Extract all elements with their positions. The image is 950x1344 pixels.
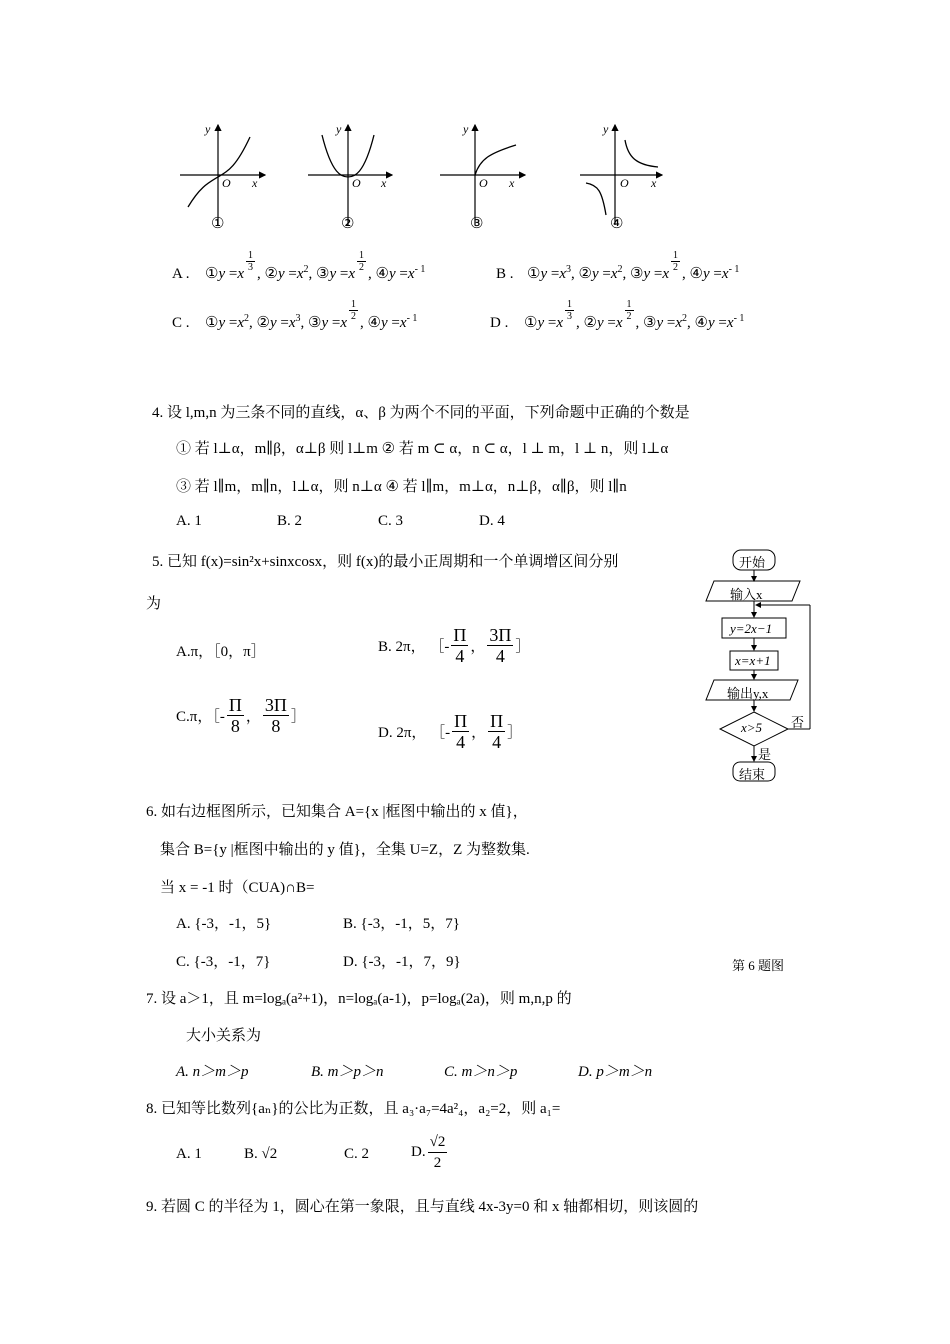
flow-yes: 是 (758, 747, 772, 762)
graph-label-2: ② (341, 216, 355, 232)
flow-end: 结束 (739, 767, 766, 782)
q6-line1: 6. 如右边框图所示，已知集合 A={x |框图中输出的 x 值}， (146, 804, 528, 820)
q8-option-c: C. 2 (344, 1146, 370, 1162)
q4-line1: ① 若 l⊥α，m∥β，α⊥β 则 l⊥m ② 若 m ⊂ α，n ⊂ α，l ⊥ m，l ⊥ n，则 l⊥α (176, 441, 669, 457)
flow-start: 开始 (739, 555, 766, 570)
q6-option-b: B. {-3，-1，5，7} (343, 916, 460, 932)
flow-step2: x=x+1 (735, 653, 771, 668)
q6-option-a: A. {-3，-1，5} (176, 916, 272, 932)
flowchart-caption: 第 6 题图 (732, 958, 785, 973)
q7-option-b: B. m＞p＞n (311, 1064, 384, 1080)
q5-option-b: B. 2π， ［- $\frac{\Pi}{4}$ ， $\frac{3\Pi}{4}$ ］ (378, 625, 531, 666)
q5-stem: 5. 已知 f(x)=sin²x+sinxcosx，则 f(x)的最小正周期和一个单调增区间分别 (152, 554, 619, 570)
q7-option-d: D. p＞m＞n (578, 1064, 653, 1080)
axis-x-label: x (252, 176, 258, 190)
flow-no: 否 (791, 715, 805, 730)
q4-option-d: D. 4 (479, 513, 505, 529)
origin-label: O (479, 176, 488, 190)
q7-option-c: C. m＞n＞p (444, 1064, 518, 1080)
q5-option-a: A.π，［0，π］ (176, 644, 266, 660)
q6-option-d: D. {-3，-1，7，9} (343, 954, 461, 970)
option-d-math: ①y =x $^{\frac{1}{3}}$ , ②y =x $^{\frac{1}{2}}$ , ③y $=x^2$, ④y $=x^{- 1}$ (524, 299, 745, 331)
q4-option-c: C. 3 (378, 513, 404, 529)
graph-label-4: ④ (610, 216, 624, 232)
q5-option-d: D. 2π， ［- $\frac{\Pi}{4}$ ， $\frac{\Pi}{4}$ ］ (378, 711, 523, 752)
axis-x-label: x (651, 176, 657, 190)
flow-output: 输出y,x (727, 686, 769, 701)
origin-label: O (620, 176, 629, 190)
q6-option-c: C. {-3，-1，7} (176, 954, 271, 970)
origin-label: O (352, 176, 361, 190)
q4-stem: 4. 设 l,m,n 为三条不同的直线，α、β 为两个不同的平面，下列命题中正确的个数是 (152, 405, 690, 421)
q7-line2: 大小关系为 (186, 1028, 262, 1044)
axis-x-label: x (381, 176, 387, 190)
option-a-letter: A . (172, 266, 190, 282)
axis-x-label: x (509, 176, 515, 190)
graph-3 (440, 125, 525, 225)
q4-option-b: B. 2 (277, 513, 303, 529)
axis-y-label: y (463, 122, 469, 136)
q6-line2: 集合 B={y |框图中输出的 y 值}，全集 U=Z，Z 为整数集. (160, 842, 530, 858)
q7-option-a: A. n＞m＞p (176, 1064, 249, 1080)
option-b-math: ①y $=x^3$, ②y $=x^2$, ③y =x $^{\frac{1}{2}}$ , ④y $=x^{- 1}$ (527, 250, 740, 282)
axis-y-label: y (603, 122, 609, 136)
q5-option-c: C.π，［- $\frac{\Pi}{8}$ ， $\frac{3\Pi}{8}$ ］ (176, 695, 306, 736)
q7-line1: 7. 设 a＞1，且 m=logₐ(a²+1)，n=logₐ(a-1)，p=logₐ(2a)，则 m,n,p 的 (146, 991, 572, 1007)
axis-y-label: y (205, 122, 211, 136)
option-c-math: ①y $=x^2$, ②y $=x^3$, ③y =x $^{\frac{1}{2}}$ , ④y $=x^{- 1}$ (205, 299, 418, 331)
origin-label: O (222, 176, 231, 190)
q8-option-d: D. $\frac{√2}{2}$ (411, 1134, 446, 1171)
graph-label-3: ③ (470, 216, 484, 232)
flow-input: 输入x (730, 587, 763, 602)
q5-stem-2: 为 (146, 596, 162, 612)
q8-line1: 8. 已知等比数列{aₙ}的公比为正数，且 a₃·a₇=4a²₄，a₂=2，则 a₁= (146, 1101, 561, 1117)
q4-line2: ③ 若 l∥m，m∥n，l⊥α，则 n⊥α ④ 若 l∥m，m⊥α，n⊥β，α∥β，则 l∥n (176, 479, 627, 495)
option-b-letter: B . (496, 266, 514, 282)
flow-step1: y=2x−1 (730, 621, 773, 636)
flow-condition: x>5 (741, 720, 763, 735)
q6-line3: 当 x = -1 时（CUA)∩B= (160, 880, 315, 896)
graph-4 (580, 125, 662, 225)
option-a-math: ①y =x $^{\frac{1}{3}}$ , ②y $=x^2$, ③y =x $^{\frac{1}{2}}$ , ④y $=x^{- 1}$ (205, 250, 426, 282)
q8-option-a: A. 1 (176, 1146, 202, 1162)
q4-option-a: A. 1 (176, 513, 202, 529)
q8-option-b: B. √2 (244, 1146, 278, 1162)
q9-line1: 9. 若圆 C 的半径为 1，圆心在第一象限，且与直线 4x-3y=0 和 x 轴都相切，则该圆的 (146, 1199, 699, 1215)
graph-2 (308, 125, 392, 225)
axis-y-label: y (336, 122, 342, 136)
option-c-letter: C . (172, 315, 190, 331)
graph-1 (180, 125, 265, 225)
option-d-letter: D . (490, 315, 509, 331)
graph-label-1: ① (211, 216, 225, 232)
